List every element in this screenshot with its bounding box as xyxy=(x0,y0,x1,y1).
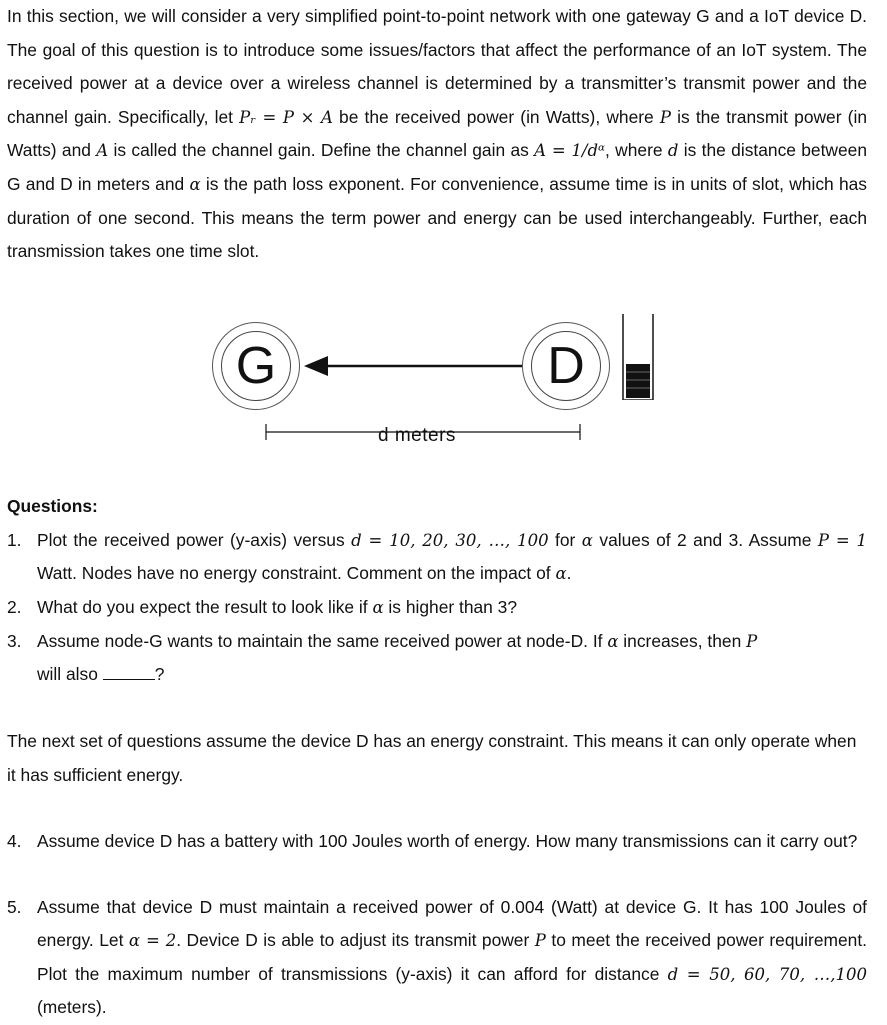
energy-intro xyxy=(7,725,867,792)
distance-label: d meters xyxy=(378,425,456,446)
gateway-label: G xyxy=(221,331,291,401)
q1-text-2: for xyxy=(548,530,582,550)
alpha-symbol: α xyxy=(555,564,567,584)
intro-text-3: is the transmit power (in Watts) and xyxy=(7,106,867,161)
channel-gain-symbol: A xyxy=(96,141,109,161)
question-number: 5. xyxy=(7,897,22,917)
q3-text-3: will also xyxy=(37,664,103,685)
device-label: D xyxy=(531,331,601,401)
question-5 xyxy=(7,891,867,1025)
intro-text-1: In this section, we will consider a very simplified point-to-point network with one gateway G and a IoT device D. The goal of this question is to introduce some issues/factors that affect the performance of an IoT system. The received power at a device over a wireless channel is determined by a transmitter’s transmit power and the channel gain. Specifically, let xyxy=(7,6,867,127)
q1-text-1: Plot the received power (y-axis) versus xyxy=(37,530,352,550)
transmit-power-symbol: P xyxy=(746,632,758,651)
question-3 xyxy=(7,625,867,692)
q1-text-3: values of 2 and 3. Assume xyxy=(592,530,818,550)
alpha-symbol: α xyxy=(607,632,619,651)
question-1 xyxy=(7,524,867,591)
distance-symbol: d xyxy=(667,141,679,161)
question-4 xyxy=(7,825,867,858)
q2-text-1: What do you expect the result to look like if xyxy=(37,597,373,617)
q1-power-equation: P = 1 xyxy=(817,531,867,550)
transmit-power-symbol: P xyxy=(534,931,546,951)
questions-heading: Questions: xyxy=(7,496,98,516)
q5-text-2: . Device D is able to adjust its transmit power xyxy=(176,930,535,951)
q1-distance-values: d = 10, 20, 30, …, 100 xyxy=(351,531,549,550)
q5-distance-values: d = 50, 60, 70, …,100 xyxy=(667,964,867,984)
intro-text-5: , where xyxy=(605,140,668,161)
alpha-symbol: α xyxy=(189,174,201,194)
channel-gain-equation: A = 1/dᵅ xyxy=(534,141,606,161)
q5-alpha-equation: α = 2 xyxy=(128,931,177,951)
q5-text-3: to meet the received power requirement. Plot the maximum number of transmissions (y-axis) it can afford for distance xyxy=(37,930,867,984)
transmit-power-symbol: P xyxy=(659,107,671,127)
network-diagram xyxy=(200,312,680,452)
q5-text-4: (meters). xyxy=(37,997,107,1018)
question-2 xyxy=(7,591,867,624)
intro-text-4: is called the channel gain. Define the channel gain as xyxy=(108,140,535,161)
question-number: 1. xyxy=(7,530,22,550)
alpha-symbol: α xyxy=(372,598,384,617)
alpha-symbol: α xyxy=(581,531,593,550)
intro-text-7: is the path loss exponent. For convenience, assume time is in units of slot, which has duration of one second. This means the term power and energy can be used interchangeably. Further, each transmission takes one time slot. xyxy=(7,173,867,262)
received-power-equation: Pᵣ = P × A xyxy=(239,107,333,127)
question-number: 2. xyxy=(7,597,22,617)
intro-text-6: is the distance between G and D in meters and xyxy=(7,140,868,194)
q3-text-4: ? xyxy=(154,664,165,685)
q2-text-2: is higher than 3? xyxy=(383,597,518,617)
q3-text-1: Assume node-G wants to maintain the same received power at node-D. If xyxy=(37,631,608,651)
intro-paragraph xyxy=(7,0,867,269)
q1-text-5: . xyxy=(566,563,572,584)
q5-text-1: Assume that device D must maintain a received power of 0.004 (Watt) at device G. It has 100 Joules of energy. Let xyxy=(37,897,867,951)
q1-text-4: Watt. Nodes have no energy constraint. Comment on the impact of xyxy=(37,563,556,584)
q4-text: Assume device D has a battery with 100 Joules worth of energy. How many transmissions can it carry out? xyxy=(37,831,858,851)
battery-icon xyxy=(620,314,656,400)
device-node xyxy=(522,322,610,410)
q3-text-2: increases, then xyxy=(618,631,747,651)
energy-intro-text: The next set of questions assume the device D has an energy constraint. This means it can only operate when it has sufficient energy. xyxy=(7,731,857,785)
answer-blank xyxy=(103,665,155,680)
intro-text-2: be the received power (in Watts), where xyxy=(332,106,660,127)
question-number: 4. xyxy=(7,831,22,851)
question-number: 3. xyxy=(7,631,22,651)
